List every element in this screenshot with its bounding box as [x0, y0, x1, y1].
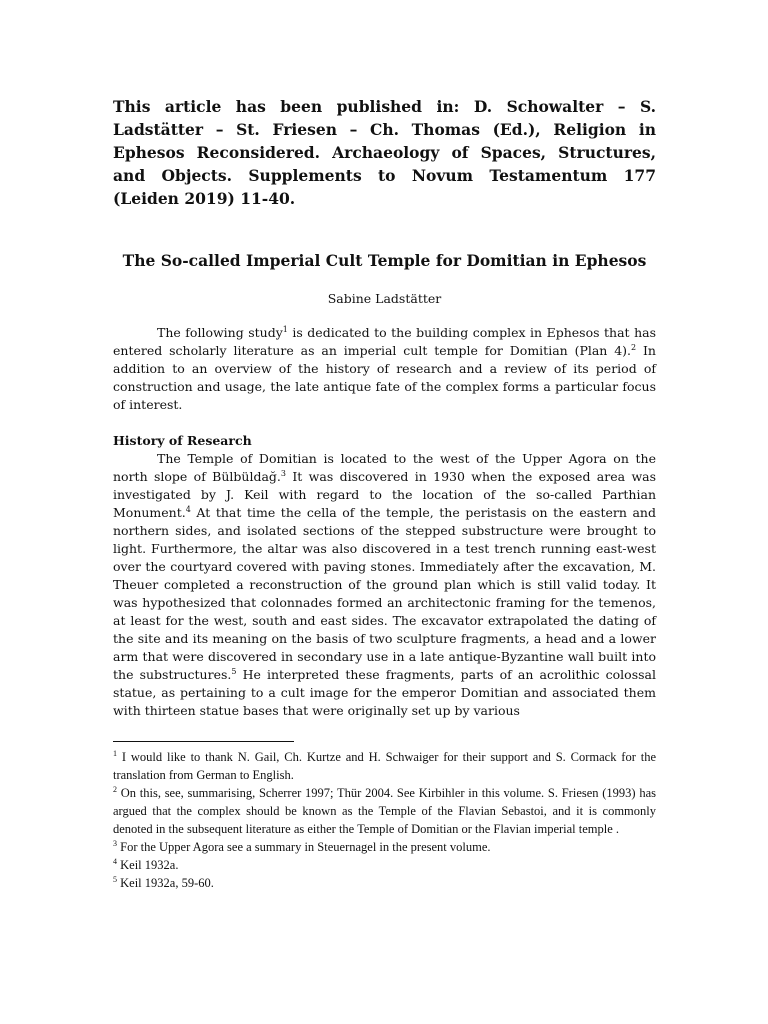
history-text-3: At that time the cella of the temple, the peristasis on the eastern and northern sides, and isolated sections of the stepped substructure were brought to light. Furthermore, the altar was also discovered in a test trench running east-west over the courtyard covered with paving stones. Immediately after the excavation, M. Theuer completed a reconstruction of the ground plan which is still valid today. It was hypothesized that colonnades formed an architectonic framing for the temenos, at least for the west, south and east sides. The excavator extrapolated the dating of the site and its meaning on the basis of two sculpture fragments, a head and a lower arm that were discovered in secondary use in a late antique-Byzantine wall built into the substructures. [113, 505, 656, 682]
footnote-text: For the Upper Agora see a summary in Steuernagel in the present volume. [117, 840, 491, 854]
intro-text-3: In addition to an overview of the history of research and a review of its period of construction and usage, the late antique fate of the complex forms a particular focus of interest. [113, 343, 656, 412]
footnote-text: I would like to thank N. Gail, Ch. Kurtze and H. Schwaiger for their support and S. Cormack for the translation from German to English. [113, 750, 656, 782]
footnote-ref-3[interactable]: 3 [280, 468, 286, 478]
footnote-5 [113, 874, 656, 892]
footnote-number: 3 [113, 838, 117, 848]
article-title: The So-called Imperial Cult Temple for Domitian in Ephesos [122, 251, 647, 270]
publication-note: This article has been published in: D. Schowalter – S. Ladstätter – St. Friesen – Ch. Thomas (Ed.), Religion in Ephesos Reconsidered. Archaeology of Spaces, Structures, and Objects. Supplements to Novum Testamentum 177 (Leiden 2019) 11-40. [113, 97, 656, 208]
footnotes [113, 748, 656, 892]
footnote-2 [113, 784, 656, 838]
footnote-number: 1 [113, 748, 117, 758]
history-text-1: The Temple of Domitian is located to the west of the Upper Agora on the north slope of Bülbüldağ. [113, 451, 656, 484]
history-text-2: It was discovered in 1930 when the exposed area was investigated by J. Keil with regard to the location of the so-called Parthian Monument. [113, 469, 657, 520]
intro-text-2: is dedicated to the building complex in Ephesos that has entered scholarly literature as an imperial cult temple for Domitian (Plan 4). [113, 325, 656, 358]
footnote-number: 2 [113, 784, 117, 794]
footnote-text: Keil 1932a. [117, 858, 179, 872]
footnote-text: On this, see, summarising, Scherrer 1997; Thür 2004. See Kirbihler in this volume. S. Friesen (1993) has argued that the complex should be known as the Temple of the Flavian Sebastoi, and it is commonly denoted in the subsequent literature as either the Temple of Domitian or the Flavian imperial temple . [113, 786, 656, 836]
intro-text-1: The following study [157, 325, 283, 340]
author-name: Sabine Ladstätter [327, 291, 442, 306]
history-paragraph [113, 450, 656, 720]
footnote-3 [113, 838, 656, 856]
footnote-1 [113, 748, 656, 784]
footnote-divider [113, 741, 294, 742]
footnote-number: 4 [113, 856, 117, 866]
footnote-ref-1[interactable]: 1 [282, 324, 288, 334]
intro-paragraph [113, 324, 656, 414]
footnote-number: 5 [113, 874, 117, 884]
section-heading: History of Research [113, 433, 252, 448]
footnote-ref-2[interactable]: 2 [631, 342, 637, 352]
footnote-text: Keil 1932a, 59-60. [117, 876, 214, 890]
article-page [113, 95, 656, 720]
footnote-ref-5[interactable]: 5 [231, 666, 237, 676]
footnote-ref-4[interactable]: 4 [185, 504, 191, 514]
history-text-4: He interpreted these fragments, parts of an acrolithic colossal statue, as pertaining to a cult image for the emperor Domitian and associated them with thirteen statue bases that were originally set up by various [113, 667, 656, 718]
footnote-4 [113, 856, 656, 874]
